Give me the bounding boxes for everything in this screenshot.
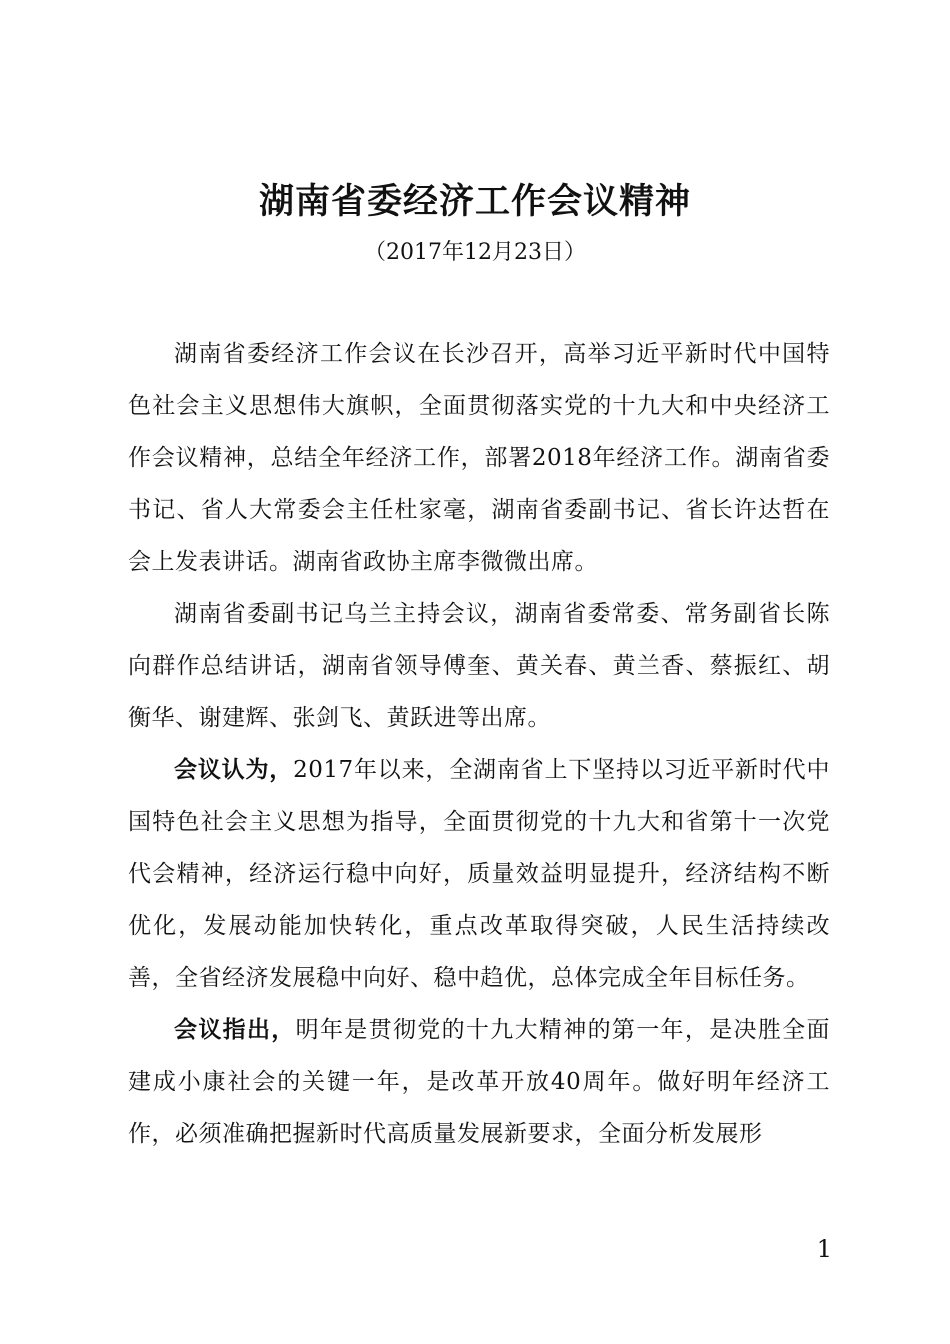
paragraph-2-text: 湖南省委副书记乌兰主持会议，湖南省委常委、常务副省长陈向群作总结讲话，湖南省领导傅奎、黄关春、黄兰香、蔡振红、胡衡华、谢建辉、张剑飞、黄跃进等出席。 [128, 601, 830, 731]
paragraph-3 [128, 744, 830, 1004]
paragraph-4-lead: 会议指出， [174, 1017, 296, 1043]
page-number: 1 [816, 1235, 832, 1263]
document-body [128, 328, 830, 1160]
paragraph-1 [128, 328, 830, 588]
document-date: （2017年12月23日） [364, 240, 586, 265]
paragraph-3-lead: 会议认为， [174, 757, 294, 783]
paragraph-4 [128, 1004, 830, 1160]
document-title: 湖南省委经济工作会议精神 [258, 181, 691, 222]
paragraph-1-text: 湖南省委经济工作会议在长沙召开，高举习近平新时代中国特色社会主义思想伟大旗帜，全面贯彻落实党的十九大和中央经济工作会议精神，总结全年经济工作，部署2018年经济工作。湖南省委书记、省人大常委会主任杜家毫，湖南省委副书记、省长许达哲在会上发表讲话。湖南省政协主席李微微出席。 [128, 341, 830, 575]
paragraph-4-text: 明年是贯彻党的十九大精神的第一年，是决胜全面建成小康社会的关键一年，是改革开放40周年。做好明年经济工作，必须准确把握新时代高质量发展新要求，全面分析发展形 [128, 1017, 831, 1147]
paragraph-2 [128, 588, 830, 744]
paragraph-3-text: 2017年以来，全湖南省上下坚持以习近平新时代中国特色社会主义思想为指导，全面贯彻党的十九大和省第十一次党代会精神，经济运行稳中向好，质量效益明显提升，经济结构不断优化，发展动能加快转化，重点改革取得突破，人民生活持续改善，全省经济发展稳中向好、稳中趋优，总体完成全年目标任务。 [128, 757, 830, 991]
